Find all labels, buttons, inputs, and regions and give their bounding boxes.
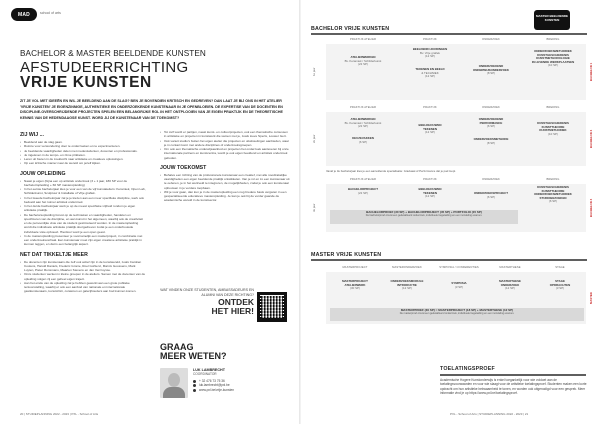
right-footer: PXL - School of Arts | STUDIEPLANNING 2022 - 2023 | 21	[450, 412, 529, 416]
list-item: • De bachelorsopleiding focust op de technieken en vaardigheden, handelen en specificeren van de discipline, en aan kunst in het algemeen, waarbij ook de creativiteit en de persoonlijke visie van de student gestimuleerd worden. In de masteropleiding wordt die individuele artistieke praktijk doorgedreven zodat je een onderbouwde individuele visie opbouwt. Hierdoor word je een open geest.	[20, 213, 146, 234]
mail-icon	[193, 384, 196, 387]
note-specialisatie: Vanaf je 3e bachelorjaar kies je een aanvullende specialisatie: Graduaat of Performance dat je pad loopt.	[326, 169, 456, 173]
section-heading-opleiding: JOUW OPLEIDING	[20, 170, 66, 177]
toelatingsproef-text: Academische Hogere Kunstonderwijs is enkel toegankelijk voor wie voldoet aan de toelatingsvoorwaarden en voor wie slaagt voor de artistieke toelatingsproef. Studenten maken een korte opdracht om hun artistieke bekwaamheid te tonen, en worden ook uitgenodigd voor een gesprek. Meer informatie vind je op https://www.pxl.be/toelatingsproef.	[440, 378, 587, 395]
contact-phone[interactable]: + 32 476 73 75 36	[199, 379, 225, 383]
table-cell: ATELIERWERKEN Bv. Keramiek / Schilderkunst (22 SP)	[344, 55, 382, 67]
table-cell: BEELDEND HOUDINGEN Bv. Vrije grafiek (12 SP)	[412, 47, 448, 59]
table-cell: MASTERTHESE ONDERZOEK (12 SP)	[499, 279, 521, 291]
list-item: • Onze studenten werken in kleine groepen in de ateliers. Samen met de docenten van de opleiding volgen zij een geheel eigen traject.	[20, 272, 146, 281]
table-cell: SYMPOSIA (3 SP)	[451, 281, 467, 289]
list-item: • Je ingeleven in de tempo- en ritme prikkelen.	[20, 153, 146, 157]
list-item: • Om ook een thematische onderwijsaanbod en projecten het onderzoek aanleveren bij onze internationale partners en kunstcentra, wordt je ook eigen beeldend en artistiek onderzoek geboden.	[160, 147, 290, 160]
list-item: • Op een kritische manier naar de wereld om jezelf kijken.	[20, 161, 146, 165]
list-item: • Wil je voor gaan, dan kun je in de masteropleiding een nog bredere basis vergaren in een gespecialiseerde educatieve masteropleiding. Je kan je ook bij de verder gaande de academische wereld in de kunstsector.	[160, 190, 290, 203]
list-item: • Aan het einde van de opleiding zal je hebben gewerkt aan een grote publieke tentoonstelling, waarbij er ook een aanbod van nationale en internationale gastkunstenaars, kunstcritici, curatoren en galerijhouders aan bod kunnen komen.	[20, 281, 146, 294]
table-cell: STAGE OPDRACHTEN (3 SP)	[549, 279, 571, 291]
qr-code-pattern	[261, 296, 283, 318]
table-cell: BEELDHOUWEN TEKENEN (12 SP)	[418, 123, 442, 135]
table-cell: TEKENEN EN BEELD & TECHNIEK (12 SP)	[415, 67, 445, 79]
mcol-header: SYMPOSIA / CONFERENTIES	[439, 266, 479, 269]
col-header-onderzoek: ONDERZOEK	[482, 178, 500, 181]
table-cell: ONDERZOEKSMODULE INTRODUCTIE (12 SP)	[390, 279, 424, 291]
col-header-breding: BREDING	[546, 178, 560, 181]
badge-line2: KUNSTEN	[544, 17, 560, 22]
row-side-label: 2e jaar	[312, 134, 316, 144]
toelatingsproef-rule	[440, 374, 586, 376]
list-item: • In het tweede bachelorjaar zal je je kiezen aan een meer specifieke discipline, werk ook bedoeld aan het ruimer artistiek onderzoek	[20, 196, 146, 205]
bachelor-rule	[311, 33, 587, 35]
table-cell: ONDERZOEKEND PERFORMANCE (6 SP)	[478, 117, 504, 129]
list-item: • Naast je eigen (bijna een op artistiek onderzoek (3 + 1 jaar, 180 SP voor de bachelor/opleiding + 60 SP masteropleiding)	[20, 179, 146, 188]
table-cell: ATELIERWERKEN Bv. Keramiek / Schilderkunst (22 SP)	[344, 117, 382, 129]
left-column	[20, 130, 146, 299]
table-cell: KEUZEVAKKEN (6 SP)	[352, 136, 374, 144]
contact-heading	[160, 343, 227, 361]
list-item: • Leren uit fouten in de zoektocht naar artistieke en creatieve oplossingen.	[20, 157, 146, 161]
table-cell: BACHELORPROJECT (22 SP)	[347, 187, 379, 195]
toekomst-list	[160, 173, 290, 203]
list-item: • Ook vanuit studio's buiten het eigen atelier die projecten en uitwisselingen aanbieden, waar je in contact komt met andere disciplines of onderzoeksgroepen.	[160, 139, 290, 148]
masterproef-band: MASTERPROEF (30 SP) = MASTERPROJECT (18 SP) + MASTERTHESE (12 SP) De masterproef omvat een gedetailleerd onderzoek, individuele begeleiding en een mondeling examen.	[330, 308, 584, 321]
section-heading-toekomst: JOUW TOEKOMST	[160, 164, 207, 171]
promo-cta-line1: ONTDEK	[218, 297, 254, 308]
mad-logo: MAD	[11, 8, 37, 21]
table-cell: ONDERZOEKEND ONDERWIJSONDERZOEK (8 SP)	[473, 64, 509, 76]
promo-block	[146, 288, 254, 316]
col-header-atelier: PRAKTIJK ATELIER	[349, 106, 377, 109]
list-item: • De docenten zijn kunstenaars die zelf ook actief zijn in de kunstwereld, zoals Carolien Coolens, Harold Daniels, Frederic Gronie, Roel Gohlenz, Marnix Goossens, Mark Luyten, Pieter Ronsmans, Maarten Stevens en Jan Vercruysse.	[20, 260, 146, 273]
contact-details	[193, 368, 234, 392]
contact-photo	[160, 368, 188, 398]
mcol-header: MASTERONDERZOEK	[392, 266, 422, 269]
toelatingsproef-heading: TOELATINGSPROEF	[440, 366, 495, 372]
table-cell: ONDERZOEKSPROJECT (6 SP)	[473, 191, 509, 199]
list-item: • In het derde bachelorjaar werk je op de meest specifieke vrijheid rondom je eigen artistieke praktijk.	[20, 204, 146, 213]
master-heading: MASTER VRIJE KUNSTEN	[311, 252, 382, 258]
row-side-bachelor1: BACHELOR 1	[589, 62, 593, 82]
section-heading-tikkeltje: NET DAT TIKKELTJE MEER	[20, 251, 88, 258]
logo-subtitle: school of arts	[40, 11, 61, 15]
col-header-atelier: PRAKTIJK ATELIER	[349, 178, 377, 181]
page-title-line2: VRIJE KUNSTEN	[20, 74, 152, 91]
row-side-bachelor2: BACHELOR 2	[589, 129, 593, 149]
promo-cta-line2: HET HIER!	[211, 305, 254, 316]
promo-cta[interactable]	[146, 298, 254, 316]
intro-paragraph: ZIT JE VOL MET IDEEËN EN WIL JE BEELDEND AAN DE SLAG? BEN JE BOVENDIEN KRITISCH EN GEDREVEN? DAN LAAT JE BIJ ONS IN HET ATELIER 'VRIJE KUNSTEN' JE EIGENZINNIGE, AUTHENTIEKE EN ONDERZOEKENDE KUNSTENAAR IN JE OPENBLOEIEN. DE EXPERTISE VAN DE DOCENTEN EN DISCIPLINE-OVERSCHRIJDENDE PROJECTEN SPELEN EEN BELANGRIJKE ROL IN HET ONTPLOOIEN VAN JE EIGEN PRAKTIJK EN DE THEORETISCHE KENNIS VAN DE HEDENDAAGSE KUNST. WORD JIJ DE KUNSTENAAR VAN DE TOEKOMST?	[20, 99, 283, 120]
list-item: • In het eerste bachelorjaar kies je voor een van de vijf kunstateliers: Keramiek, Open Lab, Schilderkunst, Sculptuur & Installatie of Vrije grafiek.	[20, 187, 146, 196]
opleiding-list	[20, 179, 146, 247]
master-badge	[534, 10, 570, 30]
kicker-heading: BACHELOR & MASTER BEELDENDE KUNSTEN	[20, 49, 206, 58]
web-icon	[193, 389, 196, 392]
list-item: • Beeldend aan de slag gaan.	[20, 140, 146, 144]
mcol-header: MASTERPROJECT	[342, 266, 368, 269]
contact-heading-line1: GRAAG	[160, 342, 194, 352]
table-cell: MASTERPROJECT ATELIERWERK (30 SP)	[342, 279, 368, 291]
master-rule	[311, 259, 587, 261]
page-gutter	[299, 0, 301, 424]
contact-role: COORDINATOR	[193, 372, 217, 376]
bachelorproef-band: BACHELORPROEF (30 SP) + BACHELORPROJECT (45 SP) + PORTFOLIO (15 SP) De bachelorproef omvat een gedetailleerd onderzoek, individuele begeleiding en een mondeling examen.	[330, 210, 518, 224]
table-cell: ONDERZOEKSMETHODE (8 SP)	[473, 137, 509, 145]
left-footer: 20 | STUDIEPLANNING 2022 - 2023 | PXL - School of Arts	[20, 412, 99, 416]
right-column	[160, 130, 290, 208]
row-side-master: MASTER	[589, 292, 593, 304]
tikkeltje-list	[20, 260, 146, 294]
section-heading-zijwij: ZIJ WIJ ...	[20, 132, 44, 138]
mcol-header: STAGE	[555, 266, 565, 269]
col-header-praktijk: PRAKTIJK	[423, 178, 437, 181]
badge-line1: MASTER BEELDENDE	[535, 14, 568, 18]
col-header-onderzoek: ONDERZOEK	[482, 106, 500, 109]
page-title-line1: AFSTUDEERRICHTING	[20, 59, 189, 76]
contact-web[interactable]: www.pxl.be/vrije-kunsten	[199, 387, 235, 392]
table-cell: ONDERZOEKSMETHODIEK KUNSTGESCHIEDENIS KUNSTMETHODOLOGIE IN LEVENDE WERKPLAATSEN (10 SP)	[531, 49, 575, 68]
row-side-label: 3e jaar	[312, 203, 316, 213]
col-header-atelier: PRAKTIJK ATELIER	[349, 38, 377, 41]
col-header-breding: BREDING	[546, 38, 560, 41]
table-cell: KUNSTGESCHIEDENIS KUNSTTHEORIE ONDERZOEKSMETHODIEK STUDIOBEZOEKEN (6 SP)	[534, 185, 572, 204]
mcol-header: MASTERTHESE	[499, 266, 521, 269]
col-header-praktijk: PRAKTIJK	[423, 38, 437, 41]
row-side-label: 1e jaar	[312, 67, 316, 77]
bachelor-heading: BACHELOR VRIJE KUNSTEN	[311, 26, 390, 32]
list-item: • Ruimte voor verwondering door te onderzoeken en te experimenteren.	[20, 144, 146, 148]
contact-name: LUK LAMBRECHT	[193, 368, 225, 372]
zijwij-list	[20, 140, 146, 166]
table-cell: KUNSTGESCHIEDENIS KUNSTTHEORIE KUNSTMETHODIEK (10 SP)	[537, 121, 569, 136]
contact-mail[interactable]: luk.lambrecht@pxl.be	[199, 383, 230, 388]
list-item: • Behalve een richting van de professionele kunstenaar een creatief, met alle noodzakelijke vaardigheden een eigen beeldende praktijk ontwikkelen. Van je rol en zo een kunstenaar uit te oefenen, je in het werkveld te integreren, de mogelijkheden, zodat je ook een kunstenaar opbouwen in je verdere loopbaan.	[160, 173, 290, 190]
row-side-bachelor3: BACHELOR 3	[589, 198, 593, 218]
phone-icon	[193, 380, 196, 383]
opleiding-continued-list	[160, 130, 290, 160]
contact-heading-line2: MEER WETEN?	[160, 351, 227, 362]
list-item: • Tot zelf wordt er partijen, naast kunst- en cultuurprojecten, ook een thematische cursussen in artistieke en projecten in kunstwerk die samen met je, zoals Lieve Sperts, Louwer Gert.	[160, 130, 290, 139]
table-cell: BEELDHOUWEN TEKENEN (12 SP)	[418, 187, 442, 199]
list-item: • In de masteropleiding presenteer je voornamelijk een masterproject, in combinatie met een onderzoeksverhaal. Een kunstenaar moet zijn eigen creatieve artistieke praktijk in kunnen leggen, en dat is een belangrijk aspect.	[20, 234, 146, 247]
list-item: • Je beeldende vaardigheden delen met medestudenten, docenten en professionals.	[20, 149, 146, 153]
col-header-breding: BREDING	[546, 106, 560, 109]
col-header-onderzoek: ONDERZOEK	[482, 38, 500, 41]
col-header-praktijk: PRAKTIJK	[423, 106, 437, 109]
promo-text: WAT VINDEN ONZE STUDENTEN, AMBASSADEURS EN ALUMNI VAN DEZE RICHTING?	[160, 288, 254, 297]
